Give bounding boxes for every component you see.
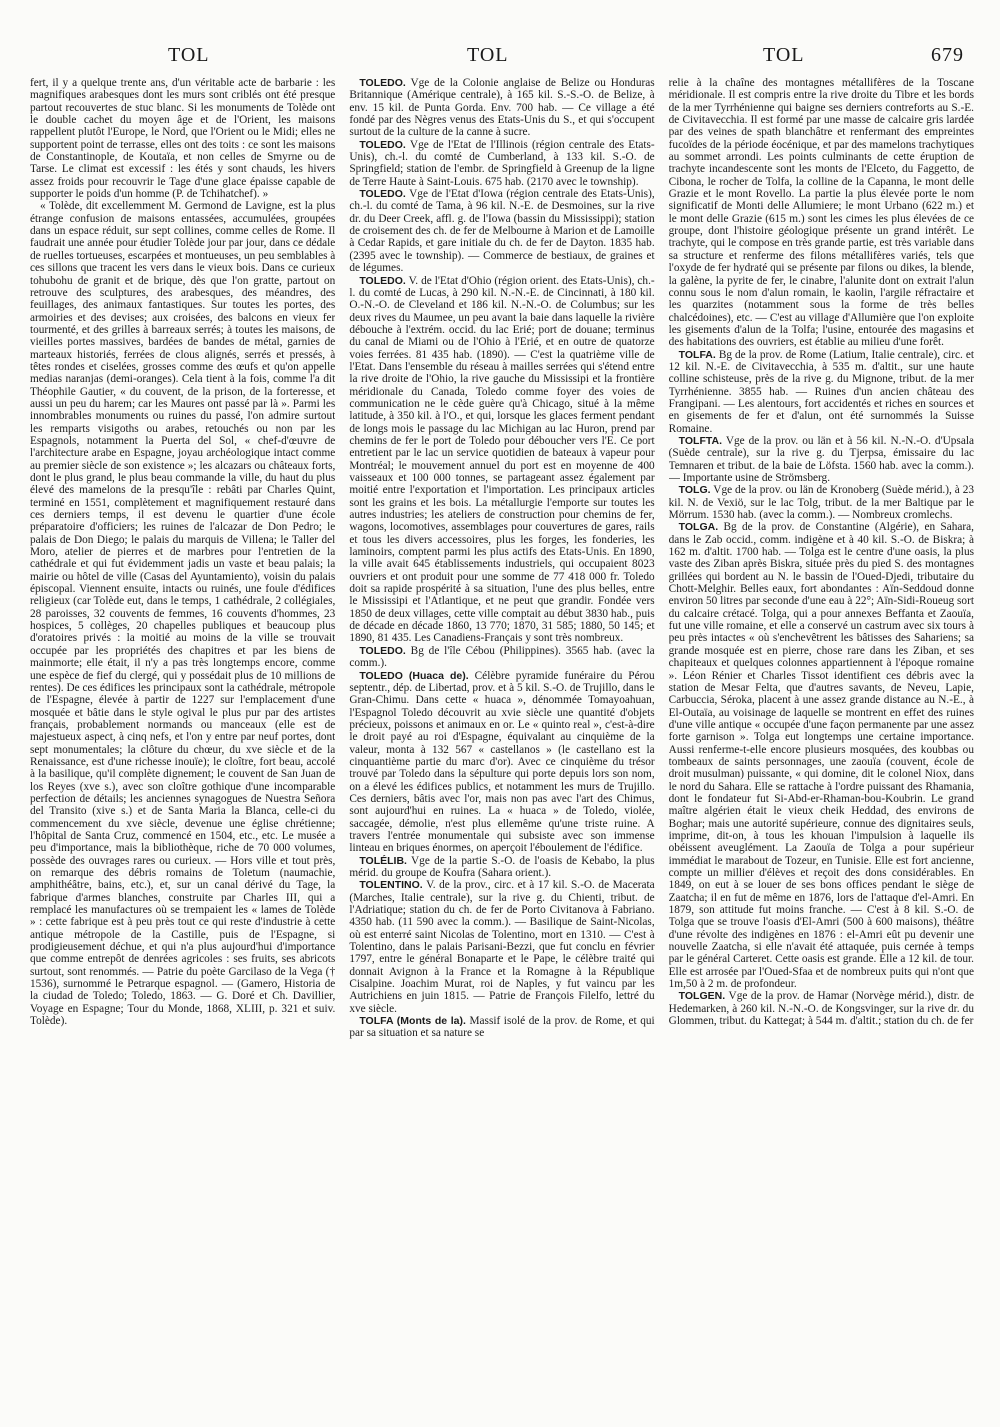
entry-text: V. de la prov., circ. et à 17 kil. S.-O. de Macerata (Marches, Italie centrale), sur la rive g. du Chienti, tribut. de l'Adriatique; station du ch. de fer de Porto Civitanova à Fabriano. 4350 hab. (11 590 avec la comm.). — Basilique de Saint-Nicolas, où est enterré saint Nicolas de Tolentino, mort en 1310. — C'est à Tolentino, dans le palais Parisani-Bezzi, que fut conclu en février 1797, entre le général Bonaparte et le Pape, le célèbre traité qui donnait Avignon à la France et la Romagne à la République Cisalpine. Joachim Murat, roi de Naples, y fut vaincu par les Autrichiens en juin 1815. — Patrie de François Filelfo, lettré du xve siècle. xyxy=(349,879,655,1015)
entry-text: Massif isolé de la prov. de Rome, et qui par sa situation et sa nature se xyxy=(349,1015,655,1040)
dictionary-entry xyxy=(349,645,654,670)
column-middle xyxy=(349,77,654,1412)
entry-text: Vge de la partie S.-O. de l'oasis de Kebabo, la plus mérid. du groupe de Koufra (Sahara orient.). xyxy=(349,854,655,879)
entry-headword: TOLENTINO. xyxy=(359,879,423,892)
dictionary-entry xyxy=(669,349,974,435)
header-left-guide-word: TOL xyxy=(168,44,210,66)
entry-continuation xyxy=(669,77,974,349)
entry-text: Bg de la prov. de Constantine (Algérie), en Sahara, dans le Zab occid., comm. indigène et à 40 kil. S.-O. de Biskra; à 162 m. d'altit. 1700 hab. — Tolga est le centre d'une oasis, la plus vaste des Ziban après Biskra, située près du pied S. des montagnes grillées qui bordent au N. le bassin de l'Oued-Djedi, tributaire du Chott-Melghir. Belles eaux, fort abondantes : Aïn-Seddoud donne environ 50 litres par seconde d'une eau à 22°; Aïn-Sidi-Roueug sort du calcaire crétacé. Tolga, qui a pour annexes Beffanta et Zaouïa, fut une ville romaine, et elle a conservé un castrum avec six tours à peu près intactes « où s'enchevêtrent les bâtisses des Sahariens; sa grande mosquée est en pierre, chose rare dans les Ziban, et ses chapiteaux et quelques colonnes appartiennent à l'époque romaine ». Léon Rénier et Charles Tissot identifient ces débris avec la station de Mesar Felta, que d'autres savants, de Neveu, Lapie, Carbuccia, Séroka, placent à une assez grande distance au N.-E., à El-Outaïa, au voisinage de laquelle se montrent en effet des ruines d'une ville antique « occupée d'une façon permanente par une assez forte garnison ». Tolga eut longtemps une certaine importance. Aussi renferme-t-elle encore plusieurs mosquées, des koubbas ou tombeaux de saints personnages, une zaouïa (couvent, école de droit musulman) puissante, « qui domine, dit le colonel Niox, dans le nord du Sahara. Elle se rattache à l'ordre puissant des Rhamania, dont le fondateur fut Si-Abd-er-Rhaman-bou-Koubrin. Le grand maître algérien était le vieux cheik Heddad, des environs de Boghar; mais une autorité supérieure, connue des dignitaires seuls, imprime, dit-on, à tous les khouan l'impulsion à laquelle ils obéissent aveuglément. La Zaouïa de Tolga a pour supérieur immédiat le marabout de Tozeur, en Tunisie. Elle est fort ancienne, compte un millier d'élèves et reçoit des dons considérables. En 1849, on eut à se louer de ses bons offices pendant le siège de Zaatcha; il en fut de même en 1876, lors de l'attaque d'el-Amri. En 1879, son attitude fut moins franche. — C'est à 8 kil. S.-O. de Tolga que se trouve l'oasis d'El-Amri (500 à 600 maisons), théâtre d'une révolte des indigènes en 1876 : el-Amri eût pu devenir une nouvelle Zaatcha, si elle n'avait été attaquée, puis cernée à temps par le général Carteret. Cette oasis est grande. Elle a 12 kil. de tour. Elle est arrosée par l'Oued-Sfaa et de nombreux puits qui n'ont que 1m,50 à 2 m. de profondeur. xyxy=(668,521,974,991)
dictionary-entry xyxy=(669,521,974,990)
entry-text: « Tolède, dit excellemment M. Germond de Lavigne, est la plus étrange confusion de maisons entassées, accumulées, groupées dans un espace réduit, sur sept collines, comme celles de Rome. Il faudrait une année pour étudier Tolède jour par jour, dans ce dédale de ruelles tortueuses, escarpées et montueuses, un peu semblables à ces sillons que tracent les vers dans le vieux bois. Dans ce curieux tohubohu de granit et de brique, dès que l'on gratte, partout on retrouve des sculptures, des arabesques, des méandres, des feuillages, des animaux fantastiques. Sur toutes les portes, des armoiries et des devises; aux croisées, des balcons en vieux fer tourmenté, et des grilles à barreaux serrés; à toutes les maisons, de vieilles portes massives, bardées de bandes de métal, garnies de marteaux historiés, ferrées de clous alignés, serrés et pressés, à têtes rondes et ciselées, grosses comme des œufs et qu'on appelle medias naranjas (demi-oranges). Cela tient à la fois, comme l'a dit Théophile Gautier, « du couvent, de la prison, de la forteresse, et aussi un peu du harem; car les Maures ont passé par là ». Parmi les innombrables monuments ou ruines du passé, l'on admire surtout les remparts visigoths ou arabes, retouchés ou non par les Espagnols, notamment la Puerta del Sol, « chef-d'œuvre de l'architecture arabe en Espagne, joyau archéologique intact comme au premier siècle de son existence »; les alcazars ou châteaux forts, dont le plus grand, le plus beau commande la ville, du haut du plus élevé des mamelons de la presqu'île : rebâti par Charles Quint, terminé en 1551, complètement et magnifiquement restauré dans ces derniers temps, il est devenu le quartier d'une école préparatoire d'officiers; les ruines de l'alcazar de Don Pedro; le palais de Don Diego; le palais du marquis de Villena; le Taller del Moro, atelier de pierres et de marbres pour l'entretien de la cathédrale et qui fut évidemment jadis un vaste et beau palais; la mairie ou hôtel de ville (Casas del Ayuntamiento), voisin du palais épiscopal. Viennent ensuite, intacts ou ruinés, une foule d'édifices religieux (car Tolède eut, dans le temps, 1 cathédrale, 2 collégiales, 28 paroisses, 32 couvents de femmes, 16 couvents d'hommes, 23 hospices, 5 collèges, 20 chapelles publiques et beaucoup plus d'oratoires privés : la moitié au moins de la ville se trouvait occupée par les propriétés des chapitres et par les biens de mainmorte; elle était, il n'y a pas très longtemps encore, comme une espèce de fief du clergé, qui y possédait plus de 10 millions de rentes). De ces édifices les principaux sont la cathédrale, métropole de l'Espagne, élevée à partir de 1227 sur l'emplacement d'une mosquée et bâtie dans le style ogival le plus pur par des artistes français, probablement normands ou manceaux (elle est de majestueux aspect, à cinq nefs, et l'on y entre par neuf portes, dont sept monumentales; la clôture du chœur, du xve siècle et de la Renaissance, est d'une richesse inouïe); le cloître, fort beau, accolé à la basilique, qu'il complète dignement; le couvent de San Juan de los Reyes (xve s.), avec son cloître gothique d'une incomparable perfection de détails; les anciennes synagogues de Nuestra Señora del Transito (xive s.) et de Santa Maria la Blanca, celle-ci du commencement du xve siècle, devenue une église chrétienne; l'hôpital de Santa Cruz, commencé en 1504, etc., etc. Le musée a peu d'importance, mais la bibliothèque, riche de 70 000 volumes, possède des ouvrages rares ou curieux. — Hors ville et tout près, on remarque des débris romains de Toletum (naumachie, amphithéâtre, bains, etc.), et, sur un canal dérivé du Tage, la fabrique d'armes blanches, construite par Charles III, qui a remplacé les manufactures où se trempaient les « lames de Tolède » : cette fabrique est à peu près tout ce qui reste d'industrie à cette antique métropole de la Castille, puis de l'Espagne, si prodigieusement déchue, et qui n'a plus aujourd'hui d'importance que comme entrepôt de denrées agricoles : ses fruits, ses abricots surtout, sont renommés. — Patrie du poète Garcilaso de la Vega († 1536), surnommé le Petrarque espagnol. — (Gamero, Historia de la ciudad de Toledo; Toledo, 1863. — G. Doré et Ch. Davillier, Voyage en Espagne; Tour du Monde, 1868, XLIII, p. 321 et suiv. Tolède). xyxy=(30,200,336,1028)
dictionary-entry xyxy=(349,275,654,645)
entry-headword: TOLEDO. xyxy=(359,138,406,151)
entry-headword: TOLEDO. xyxy=(359,274,406,287)
entry-text: Vge de la Colonie anglaise de Belize ou Honduras Britannique (Amérique centrale), à 165 kil. S.-S.-O. de Belize, à env. 15 kil. de Punta Gorda. Env. 700 hab. — Ce village a été fondé par des Nègres venus des Etats-Unis du S., et qui s'occupent surtout de la culture de la canne à sucre. xyxy=(349,77,655,139)
dictionary-entry xyxy=(349,855,654,880)
entry-continuation xyxy=(30,200,335,1027)
dictionary-entry xyxy=(669,435,974,484)
entry-text: Vge de la prov. ou län et à 56 kil. N.-N.-O. d'Upsala (Suède centrale), sur la rive g. du Tjerpsa, émissaire du lac Temnaren et tribut. de la baie de Löfsta. 1560 hab. avec la comm.). — Importante usine de Strömsberg. xyxy=(668,434,974,484)
text-columns xyxy=(30,77,974,1412)
entry-headword: TOLGA. xyxy=(678,521,719,534)
entry-headword: TOLFA (Monts de la). xyxy=(359,1015,466,1028)
entry-continuation xyxy=(30,77,335,200)
entry-text: V. de l'Etat d'Ohio (région orient. des Etats-Unis), ch.-l. du comté de Lucas, à 290 kil. N.-N.-E. de Cincinnati, à 180 kil. O.-N.-O. de Cleveland et 186 kil. N.-N.-O. de Columbus; sur les deux rives du Maumee, un peu avant la baie dans laquelle la rivière débouche à l'extrém. occid. du lac Erié; port de douane; terminus du canal de Miami ou de l'Ohio à l'Erié, et en outre de quatorze voies ferrées. 81 435 hab. (1890). — C'est la quatrième ville de l'Etat. Dans l'ensemble du réseau à mailles serrées qui s'étend entre la rive droite de l'Ohio, la rive gauche du Mississipi et la frontière méridionale du Canada, Toledo comme foyer des voies de communication ne le cède guère qu'à Chicago, situé à la même latitude, à 350 kil. à l'O., et qui, lorsque les glaces ferment pendant de longs mois le passage du lac Michigan au lac Huron, prend par chemins de fer le port de Toledo pour déboucher vers l'E. Ce port entretient par le lac un service quotidien de bateaux à vapeur pour Montréal; le mouvement annuel du port est en moyenne de 400 vaisseaux et 100 000 tonnes, se partageant assez également par moitié entre l'exportation et l'importation. Les principaux articles sont les grains et les bois. La métallurgie l'emporte sur toutes les autres industries; les ateliers de construction pour chemins de fer, wagons, locomotives, assemblages pour couvertures de gares, rails et tous les divers accessoires, plus les forges, les fonderies, les laminoirs, comptent parmi les plus actifs des Etats-Unis. En 1890, la ville avait 645 établissements industriels, qui occupaient 8023 ouvriers et ont produit pour une somme de 77 418 000 fr. Toledo doit sa rapide prospérité à sa situation, l'une des plus belles, entre le Mississipi et l'Atlantique, et ne peut que grandir. Fondée vers 1850 de deux villages, cette ville comptait au début 3830 hab., puis de décade en décade 1860, 13 770; 1870, 31 585; 1880, 50 145; et 1890, 81 435. Les Canadiens-Français y sont très nombreux. xyxy=(349,274,655,645)
entry-text: Vge de l'Etat de l'Illinois (région centrale des Etats-Unis), ch.-l. du comté de Cumberland, à 133 kil. S.-O. de Springfield; station de l'embr. de Springfield à Greenup de la ligne de Terre Haute à Saint-Louis. 675 hab. (2170 avec le township). xyxy=(349,138,655,188)
dictionary-entry xyxy=(349,139,654,188)
column-right xyxy=(669,77,974,1412)
entry-text: Bg de la prov. de Rome (Latium, Italie centrale), circ. et 12 kil. N.-E. de Civitavecchia, à 535 m. d'altit., sur une haute colline schisteuse, près de la rive g. du Mignone, tribut. de la mer Tyrrhénienne. 3855 hab. — Ruines d'un ancien château des Frangipani. — Les alentours, fort accidentés et riches en sources et en gisements de fer et d'alun, ont été surnommés la Suisse Romaine. xyxy=(668,348,974,435)
header-right-guide-word: TOL xyxy=(763,44,805,66)
dictionary-entry xyxy=(349,670,654,855)
dictionary-entry xyxy=(349,77,654,139)
entry-text: fert, il y a quelque trente ans, d'un véritable acte de barbarie : les magnifiques arabesques dont les murs sont criblés ont été presque partout recouvertes de stuc blanc. Si les monuments de Tolède ont le double cachet du moyen âge et de l'Orient, les maisons rappellent plutôt l'Europe, le Nord, que l'Orient ou le Midi; elles ne supportent point de terrasse, elles ont des toits : ce sont les maisons de Constantinople, de Koutaïa, et non celles de Smyrne ou de Tarse. Le climat est excessif : les étés y sont chauds, les hivers assez froids pour recouvrir le Tage d'une glace épaisse capable de supporter le poids d'un homme (P. de Tchihatchef). » xyxy=(30,77,336,201)
entry-headword: TOLÉLIB. xyxy=(359,854,407,867)
entry-text: relie à la chaîne des montagnes métallifères de la Toscane méridionale. Il est compris entre la rive droite du Tibre et les bords de la mer Tyrrhénienne qui baigne ses derniers contreforts au S.-E. de Civitavecchia. Il est formé par une masse de calcaire gris lardée par des veines de spath blanchâtre et renfermant des empreintes fucoïdes de la période éocénique, et par des mamelons trachytiques au sommet arrondi. Les points culminants de cette éruption de trachyte incandescente sont les monts de l'Elceto, du Faggetto, de Cibona, le rocher de Tolfa, la colline de la Capanna, le mont delle Grazie et le mont Rovello. La partie la plus élevée porte le nom significatif de Monti delle Allumiere; le mont Urbano (622 m.) et le mont delle Grazie (615 m.) sont les cimes les plus élevées de ce groupe, dont l'histoire géologique présente un grand intérêt. Le trachyte, qui le compose en très grande partie, est très variable dans sa structure et renferme des filons métallifères variés, tels que l'oxyde de fer hydraté qui se présente par filons ou dikes, la blende, la galène, la pyrite de fer, le cinabre, l'alunite dont on extrait l'alun connu sous le nom d'alun romain, le kaolin, l'argile réfractaire et les quarzites (notamment sous la forme de très belles chalcédoines), etc. — C'est au village d'Allumière que l'on exploite les gisements d'alun de la Tolfa; l'usine, entourée des magasins et des habitations des ouvriers, est établie au milieu d'une forêt. xyxy=(668,77,974,349)
dictionary-entry xyxy=(349,879,654,1015)
entry-headword: TOLG. xyxy=(678,484,711,497)
entry-headword: TOLFA. xyxy=(678,348,716,361)
dictionary-entry xyxy=(349,1015,654,1040)
entry-text: Vge de l'Etat d'Iowa (région centrale des Etats-Unis), ch.-l. du comté de Tama, à 96 kil. N.-E. de Desmoines, sur la rive dr. du Deer Creek, affl. g. de l'Iowa (bassin du Mississippi); station de croisement des ch. de fer de Melbourne à Marion et de Lamoille à Cedar Rapids, et gare initiale du ch. de fer de Dayton. 1835 hab. (2395 avec le township). — Commerce de bestiaux, de graines et de légumes. xyxy=(349,188,655,275)
page-number: 679 xyxy=(931,44,964,66)
entry-headword: TOLFTA. xyxy=(678,434,723,447)
entry-headword: TOLEDO. xyxy=(359,188,406,201)
entry-text: Vge de la prov. de Hamar (Norvège mérid.), distr. de Hedemarken, à 260 kil. N.-N.-O. de Kongsvinger, sur la rive dr. du Glommen, tribut. du Kattegat; à 544 m. d'altit.; station du ch. de fer xyxy=(668,990,974,1028)
dictionary-entry xyxy=(669,990,974,1027)
header-center-guide-word: TOL xyxy=(467,44,509,66)
entry-headword: TOLEDO. xyxy=(359,77,406,89)
dictionary-entry xyxy=(349,188,654,274)
dictionary-entry xyxy=(669,484,974,521)
column-left xyxy=(30,77,335,1412)
entry-headword: TOLEDO (Huaca de). xyxy=(359,669,469,682)
entry-text: Célèbre pyramide funéraire du Pérou septentr., dép. de Libertad, prov. et à 5 kil. S.-O. de Trujillo, dans le Gran-Chimu. Dans cette « huaca », dénommée Tomayoahuan, l'Espagnol Toledo découvrit au xvie siècle une quantité d'objets précieux, poissons et animaux en or. Le « quinto real », c'est-à-dire le droit payé au roi d'Espagne, équivalant au cinquième de la valeur, monta à 132 567 « castellanos » (le castellano est la cinquantième partie du marc d'or). Avec ce cinquième du trésor trouvé par Toledo dans la sépulture qui porte depuis lors son nom, on a élevé les édifices publics, et notamment les murs de Trujillo. Ces derniers, bâtis avec l'or, mais non pas avec l'art des Chimus, sont aujourd'hui en ruines. La « huaca » de Toledo, violée, saccagée, démolie, n'est plus ellemême qu'une triste ruine. A travers l'entrée monumentale qui subsiste avec son immense linteau en briques énormes, on aperçoit l'éboulement de l'édifice. xyxy=(349,669,655,855)
entry-text: Bg de l'île Cébou (Philippines). 3565 hab. (avec la comm.). xyxy=(349,644,655,670)
entry-text: Vge de la prov. ou län de Kronoberg (Suède mérid.), à 23 kil. N. de Vexiö, sur le lac Tolg, tribut. de la mer Baltique par le Mörrum. 1530 hab. (avec la comm.). — Nombreux cromlechs. xyxy=(668,484,974,522)
entry-headword: TOLGEN. xyxy=(678,990,726,1003)
running-header xyxy=(30,44,970,70)
entry-headword: TOLEDO. xyxy=(359,644,406,657)
